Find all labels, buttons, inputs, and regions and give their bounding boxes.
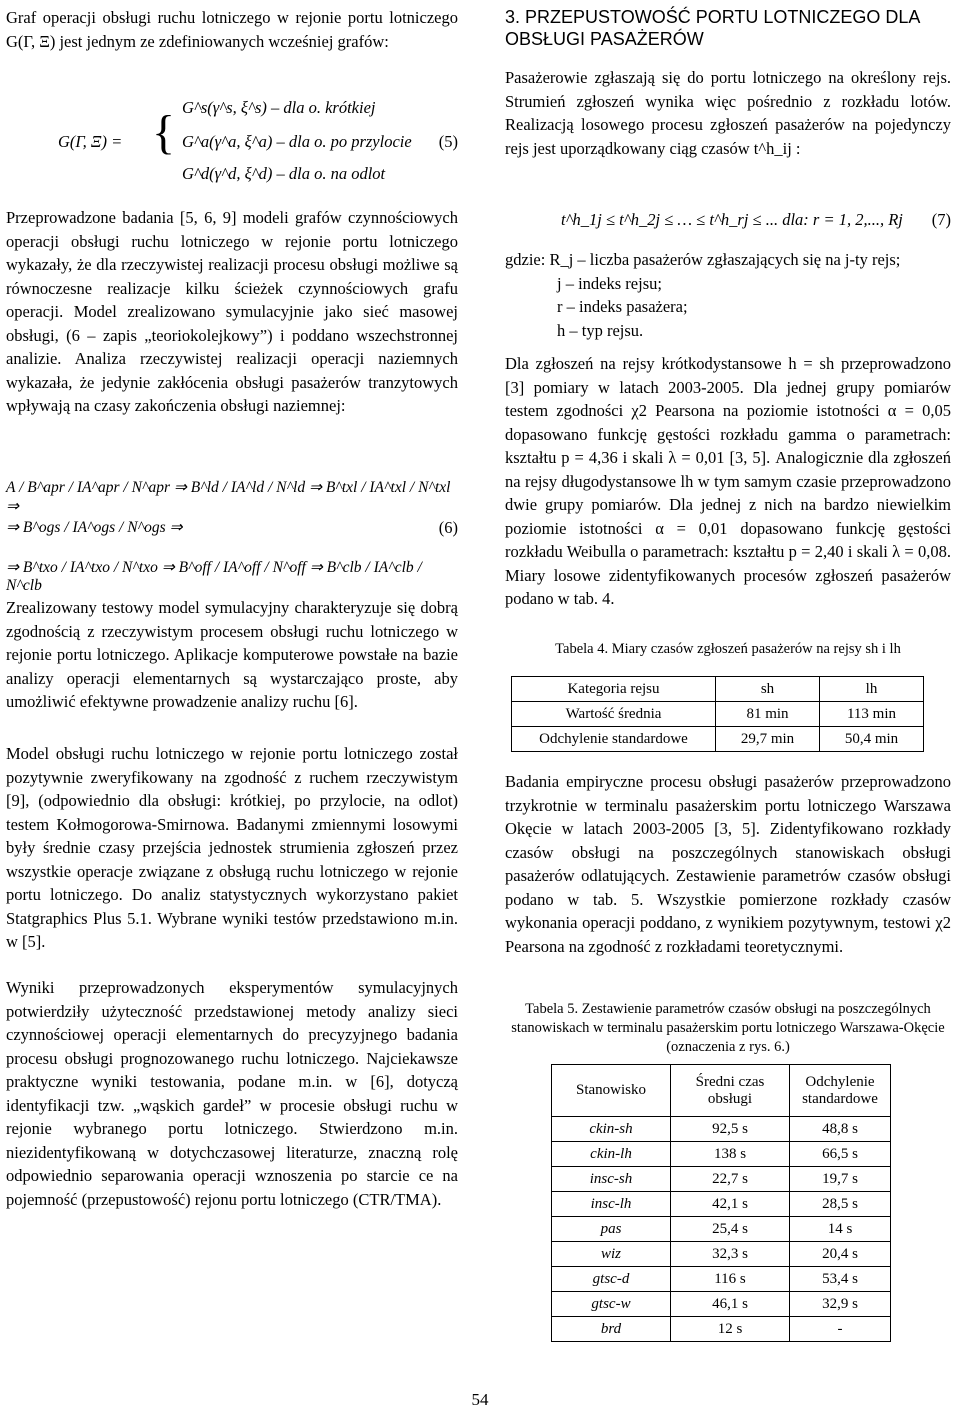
table-row bbox=[512, 702, 924, 727]
table-cell: - bbox=[790, 1317, 891, 1342]
where-line-2: j – indeks rejsu; bbox=[557, 273, 662, 293]
page-number: 54 bbox=[471, 1390, 489, 1409]
table-4-header-cell: sh bbox=[716, 677, 820, 702]
section-heading: 3. PRZEPUSTOWOŚĆ PORTU LOTNICZEGO DLA OBSŁUGI PASAŻERÓW bbox=[505, 7, 920, 49]
equation-5 bbox=[6, 96, 458, 191]
table-cell: 50,4 min bbox=[820, 727, 924, 752]
table-cell: insc-sh bbox=[552, 1167, 671, 1192]
table-4 bbox=[505, 676, 951, 752]
eq5-number: (5) bbox=[438, 132, 458, 151]
where-line-4: h – typ rejsu. bbox=[557, 320, 644, 340]
table-row bbox=[512, 727, 924, 752]
table-cell: ckin-sh bbox=[552, 1117, 671, 1142]
table-cell: wiz bbox=[552, 1242, 671, 1267]
table-5-body bbox=[552, 1117, 891, 1342]
table-5-header-cell: Stanowisko bbox=[552, 1065, 671, 1117]
equation-6 bbox=[6, 470, 458, 594]
table-cell: 20,4 s bbox=[790, 1242, 891, 1267]
eq7-number: (7) bbox=[931, 210, 951, 229]
table-4-caption: Tabela 4. Miary czasów zgłoszeń pasażerów na rejsy sh i lh bbox=[555, 641, 901, 657]
table-cell: 29,7 min bbox=[716, 727, 820, 752]
eq5-lhs: G(Γ, Ξ) = bbox=[58, 132, 123, 151]
table-cell: 32,3 s bbox=[671, 1242, 790, 1267]
table-5 bbox=[505, 1064, 951, 1342]
paragraph-3: Model obsługi ruchu lotniczego w rejonie portu lotniczego został pozytywnie zweryfikowany na zgodność z ruchem rzeczywistym [9], (odpowiednio dla obsługi: krótkiej, po przylocie, na odlot) testem Kołmogorowa-Smirnowa. Badanymi zmiennymi losowymi były średnie czasy przejścia jednostek strumienia zgłoszeń przez wszystkie operacje związane z obsługą ruchu lotniczego w rejonie portu lotniczego. Do analiz statystycznych wykorzystano pakiet Statgraphics Plus 5.1. Wybrane wyniki testów przedstawiono m.in. w [5]. bbox=[6, 744, 458, 951]
table-row bbox=[552, 1267, 891, 1292]
table-cell: 92,5 s bbox=[671, 1117, 790, 1142]
table-row bbox=[552, 1167, 891, 1192]
table-cell: 46,1 s bbox=[671, 1292, 790, 1317]
table-row bbox=[552, 1117, 891, 1142]
paragraph-4: Wyniki przeprowadzonych eksperymentów symulacyjnych potwierdziły użyteczność przedstawionej metody analizy sieci czynnościowej operacji elementarnych do precyzyjnego badania procesu obsługi prognozowanego ruchu lotniczego. Najciekawsze praktyczne wyniki testowania, podane m.in. w [6], dotyczą identyfikacji tzw. „wąskich gardeł” w procesie obsługi ruchu w rejonie wybranego portu lotniczego. Stwierdzono m.in. niezidentyfikowaną w dotychczasowej literaturze, znaczną rolę odpowiednio separowania operacji wznoszenia po starcie ce na pojemność (przepustowość) rejonu portu lotniczego (CTR/TMA). bbox=[6, 978, 458, 1209]
table-4-header bbox=[512, 677, 924, 702]
eq6-number: (6) bbox=[438, 518, 458, 537]
right-paragraph-2: Dla zgłoszeń na rejsy krótkodystansowe h = sh przeprowadzono [3] pomiary w latach 2003-2005. Dla jednej grupy pomiarów testem zgodności χ2 Pearsona na poziomie istotności α = 0,05 dopasowano funkcję gęstości rozkładu gamma o parametrach: kształtu p = 4,36 i skali λ = 0,01 [3, 5]. Analogicznie dla zgłoszeń na rejsy długodystansowe lh w tym samym czasie przeprowadzono dwie grupy pomiarów. Dla jednej z nich na bardzo niewielkim poziomie istotności α = 0,01 dopasowano funkcję gęstości rozkładu Weibulla o parametrach: kształtu p = 2,40 i skali λ = 0,08. Miary losowe zidentyfikowanych procesów zgłoszeń pasażerów podano w tab. 4. bbox=[505, 354, 951, 608]
intro-paragraph: Graf operacji obsługi ruchu lotniczego w rejonie portu lotniczego G(Γ, Ξ) jest jednym ze zdefiniowanych wcześniej grafów: bbox=[6, 8, 458, 51]
eq6-line-2: ⇒ B^ogs / IA^ogs / N^ogs ⇒ bbox=[6, 519, 183, 536]
table-cell: gtsc-d bbox=[552, 1267, 671, 1292]
paragraph-1: Przeprowadzone badania [5, 6, 9] modeli grafów czynnościowych operacji obsługi ruchu lotniczego w rejonie portu lotniczego wykazały, że dla rzeczywistej realizacji procesu obsługi możliwe są równoczesne realizacje kilku ścieżek czynnościowych grafu operacji. Model zrealizowano symulacyjnie jako sieć masowej obsługi, (6 – zapis „teoriokolejkowy”) i poddano wszechstronnej analizie. Analiza rzeczywistej realizacji operacji naziemnych wykazała, że jedynie zakłócenia obsługi pasażerów tranzytowych wpływają na czasy zakończenia obsługi naziemnej: bbox=[6, 208, 458, 415]
table-row bbox=[552, 1317, 891, 1342]
eq5-brace: { bbox=[152, 106, 176, 159]
table-cell: 22,7 s bbox=[671, 1167, 790, 1192]
table-cell: 66,5 s bbox=[790, 1142, 891, 1167]
table-row bbox=[552, 1192, 891, 1217]
table-cell: 19,7 s bbox=[790, 1167, 891, 1192]
table-cell: 138 s bbox=[671, 1142, 790, 1167]
table-cell: ckin-lh bbox=[552, 1142, 671, 1167]
table-cell: insc-lh bbox=[552, 1192, 671, 1217]
equation-7 bbox=[505, 206, 951, 236]
table-row bbox=[552, 1292, 891, 1317]
table-cell: 53,4 s bbox=[790, 1267, 891, 1292]
table-cell: 116 s bbox=[671, 1267, 790, 1292]
right-paragraph-1: Pasażerowie zgłaszają się do portu lotniczego na określony rejs. Strumień zgłoszeń wynika więc pośrednio z rozkładu lotów. Realizacją losowego procesu zgłoszeń pasażerów na pojedynczy rejs jest uporządkowany ciąg czasów t^h_ij : bbox=[505, 68, 951, 158]
where-list bbox=[505, 248, 951, 342]
table-cell: brd bbox=[552, 1317, 671, 1342]
table-cell: 12 s bbox=[671, 1317, 790, 1342]
right-paragraph-3: Badania empiryczne procesu obsługi pasażerów przeprowadzono trzykrotnie w terminalu pasażerskim portu lotniczego Warszawa Okęcie w latach 2003-2005 [3, 5]. Zidentyfikowano rozkłady czasów obsługi na poszczególnych stanowiskach obsługi pasażerów odlatujących. Zestawienie parametrów czasów obsługi podano w tab. 5. Wszystkie pomierzone rozkłady czasów wykonania operacji poddano, z wynikiem pozytywnym, testowi χ2 Pearsona na zgodność z rozkładami teoretycznymi. bbox=[505, 772, 951, 956]
table-cell: 48,8 s bbox=[790, 1117, 891, 1142]
table-cell: pas bbox=[552, 1217, 671, 1242]
table-cell: 14 s bbox=[790, 1217, 891, 1242]
paragraph-2: Zrealizowany testowy model symulacyjny charakteryzuje się dobrą zgodnością z rzeczywistym procesem obsługi ruchu lotniczego w rejonie portu lotniczego. Aplikacje komputerowe powstałe na bazie analizy operacji elementarnych są wystarczająco proste, aby umożliwić efektywne prowadzenie analizy ruchu [6]. bbox=[6, 598, 458, 711]
table-cell: 113 min bbox=[820, 702, 924, 727]
eq5-case-1: G^s(γ^s, ξ^s) – dla o. krótkiej bbox=[182, 98, 376, 117]
table-5-header-cell: Średni czas obsługi bbox=[671, 1065, 790, 1117]
table-cell: 32,9 s bbox=[790, 1292, 891, 1317]
table-cell: 81 min bbox=[716, 702, 820, 727]
where-line-1: gdzie: R_j – liczba pasażerów zgłaszających się na j-ty rejs; bbox=[505, 250, 901, 269]
table-5-header bbox=[552, 1065, 891, 1117]
table-cell: 25,4 s bbox=[671, 1217, 790, 1242]
table-cell: Wartość średnia bbox=[512, 702, 716, 727]
eq5-case-2: G^a(γ^a, ξ^a) – dla o. po przylocie bbox=[182, 132, 412, 151]
table-cell: 28,5 s bbox=[790, 1192, 891, 1217]
where-line-3: r – indeks pasażera; bbox=[557, 297, 688, 316]
table-5-caption: Tabela 5. Zestawienie parametrów czasów obsługi na poszczególnych stanowiskach w terminalu pasażerskim portu lotniczego Warszawa-Okęcie (oznaczenia z rys. 6.) bbox=[511, 1001, 945, 1055]
eq6-line-1: A / B^apr / IA^apr / N^apr ⇒ B^ld / IA^ld / N^ld ⇒ B^txl / IA^txl / N^txl ⇒ bbox=[6, 479, 451, 515]
table-cell: gtsc-w bbox=[552, 1292, 671, 1317]
table-5-header-cell: Odchylenie standardowe bbox=[790, 1065, 891, 1117]
table-row bbox=[552, 1217, 891, 1242]
eq7-text: t^h_1j ≤ t^h_2j ≤ … ≤ t^h_rj ≤ ... dla: r = 1, 2,..., Rj bbox=[561, 210, 903, 229]
table-4-header-cell: lh bbox=[820, 677, 924, 702]
table-cell: Odchylenie standardowe bbox=[512, 727, 716, 752]
table-row bbox=[552, 1242, 891, 1267]
table-row bbox=[552, 1142, 891, 1167]
eq5-case-3: G^d(γ^d, ξ^d) – dla o. na odlot bbox=[182, 164, 386, 183]
table-cell: 42,1 s bbox=[671, 1192, 790, 1217]
eq6-line-3: ⇒ B^txo / IA^txo / N^txo ⇒ B^off / IA^off / N^off ⇒ B^clb / IA^clb / N^clb bbox=[6, 559, 422, 594]
table-4-header-cell: Kategoria rejsu bbox=[512, 677, 716, 702]
